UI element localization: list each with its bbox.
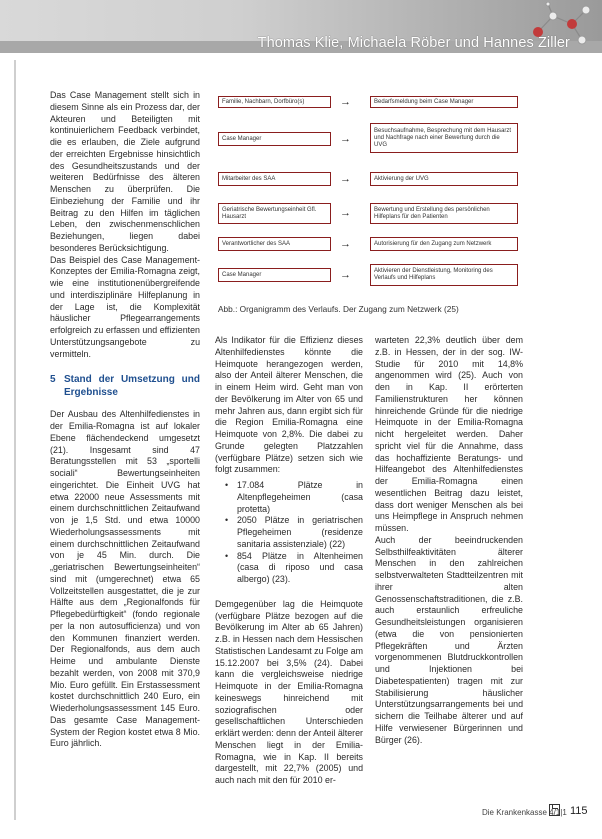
diagram-box-left: Geriatrische Bewertungseinheit Gfl. Hausarzt — [218, 203, 331, 224]
diagram-box-left: Case Manager — [218, 132, 331, 146]
arrow-right-icon: → — [340, 269, 351, 281]
header-authors: Thomas Klie, Michaela Röber und Hannes Ziller — [257, 35, 570, 51]
column-right — [375, 335, 523, 746]
paragraph: Als Indikator für die Effizienz dieses Altenhilfedienstes könnte die Heimquote herangezogen werden, also der Anteil älterer Menschen, die in einem Heim wird. Geht man von der Bevölkerung im Alter von 65 und mehr Jahren aus, dann ergibt sich für die Region Emilia-Romagna eine Heimquote von 2,8%. Die dabei zu Grunde gelegten Platzzahlen (verfügbare Plätze) setzen sich wie folgt zusammen: — [215, 335, 363, 475]
section-heading — [50, 374, 200, 399]
diagram-box-right: Aktivierung der UVG — [370, 172, 518, 186]
section-title: Stand der Umsetzung und Ergebnisse — [64, 374, 200, 398]
paragraph: Demgegenüber lag die Heimquote (verfügbare Plätze bezogen auf die Bevölkerung im Alter ab 65 Jahren) z.B. in Hessen nach dem Hessischen Statistischen Landesamt zu Folge am 15.12.2007 bei 3,5% (24). Dabei kann die vergleichsweise niedrige Heimquote in der Emilia-Romagna keineswegs hinreichend mit soziografischen oder gesellschaftlichen Unterschieden erklärt werden: denn der Anteil älterer Menschen liegt in der Emilia-Romagna, wie in Kap. II bereits dargestellt, mit 22,7% (2005) und auch nach mit den für 2010 er- — [215, 598, 363, 785]
diagram-box-right: Aktivieren der Dienstleistung, Monitoring des Verlaufs und Hilfeplans — [370, 264, 518, 286]
column-middle — [215, 335, 363, 787]
bullet-list — [215, 480, 363, 586]
organigram-diagram — [218, 90, 518, 295]
paragraph: Das Case Management stellt sich in diesem Sinne als ein Prozess dar, der Akteuren und Beteiligten mit kontinuierlichem Feedback verbindet, die es erlauben, die Ziele aufgrund der erreichten Ergebnisse hinsichtlich des Gesundheitszustands und der weiteren Bedürfnisse des älteren Menschen zu überprüfen. Die Einbeziehung der Familie und ihr Beitrag zu den Hilfen im täglichen Leben, den zwischenmenschlichen Beziehungen, liegen dabei besonderes Berücksichtigung. — [50, 90, 200, 253]
diagram-box-left: Mitarbeiter des SAA — [218, 172, 331, 186]
paragraph: warteten 22,3% deutlich über dem z.B. in Hessen, der in der sog. IW-Studie für 2010 mit 14,8% angenommen wird (25). Auch von den in Kap. II erörterten Familienstrukturen her können hinreichende Gründe für die niedrige Heimquote in der Emilia-Romagna nicht hergeleitet werden. Daher spricht viel für die Annahme, dass das hochaffiziente Beratungs- und Hilfeangebot des Altenhilfedienstes der Emilia-Romagna einen wesentlichen Beitrag dazu leistet, dass dort weniger Menschen als bei uns Heimpflege in Anspruch nehmen müssen. — [375, 335, 523, 533]
diagram-box-left: Case Manager — [218, 268, 331, 282]
list-item: • 17.084 Plätze in Altenpflegeheimen (casa protetta) — [215, 480, 363, 515]
arrow-right-icon: → — [340, 207, 351, 219]
paragraph: Der Ausbau des Altenhilfedienstes in der Emilia-Romagna ist auf lokaler Ebene flächendeckend umgesetzt (21). Insgesamt sind 47 Beratungsstellen mit 53 „sportelli sociali“ Bewertungseinheiten eingerichtet. Die Einheit UVG hat etwa 22000 neue Assessments mit einem durchschnittlichen Zeitaufwand von je 1,5 Std. und etwa 10000 Wiederholungsassessments mit einem durchschnittlichen Zeitaufwand von je 45 Min. durch. Die „geriatrischen Bewertungseinheiten“ sind mit (umgerechnet) etwa 65 Vollzeitstellen ausgestattet, die je zur Hälfte aus dem „Regionalfonds für Pflegebedürftigkeit“ (fondo regionale per la non autosufficienza) und von den Kommunen finanziert werden. Der Regionalfonds, aus dem auch Heime und ambulante Dienste bezahlt werden, von 2008 mit 370,9 Mio. Euro gefüllt. Ein Erstassessment kostet durchschnittlich 240 Euro, ein Wiederholungsassessment 145 Euro. Das gesamte Case Management-System der Region kostet etwa 8 Mio. Euro jährlich. — [50, 409, 200, 749]
diagram-box-right: Bewertung und Erstellung des persönlichen Hilfeplans für den Patienten — [370, 203, 518, 224]
page-number: 115 — [570, 805, 588, 817]
diagram-box-right: Besuchsaufnahme, Besprechung mit dem Hausarzt und Nachfrage nach einer Bewertung durch die UVG — [370, 123, 518, 153]
paragraph: Das Beispiel des Case Management-Konzeptes der Emilia-Romagna zeigt, wie eine institutionenübergreifende und interdisziplinäre Hilfeplanung in der Lage ist, die Komplexität häuslicher Pflegearrangements erfolgreich zu erfassen und effizienten Unterstützungsangebote zu vermitteln. — [50, 254, 200, 359]
paragraph: Auch der beeindruckenden Selbsthilfeaktivitäten älterer Menschen in den zahlreichen selbstverwalteten Stadtteilzentren mit ihrer alten Genossenschaftstraditionen, die z.B. auch erstaunlich erfreuliche Gesundheitsleistungen organisieren (etwa die von pensionierten Pflegekräften und Ärzten vorgenommenen Blutdruckkontrollen und Injektionen bei Diabetespatienten) tragen mit zur Stabilisierung häuslicher Unterstützungsarrangements bei und sichern die Teilhabe älterer und auf Hilfe verwiesener Bürgerinnen und Bürger (26). — [375, 534, 523, 745]
arrow-right-icon: → — [340, 238, 351, 250]
footer-journal: Die Krankenkasse 4/1|1 — [482, 808, 567, 817]
diagram-box-right: Autorisierung für den Zugang zum Netzwerk — [370, 237, 518, 251]
arrow-right-icon: → — [340, 133, 351, 145]
journal-logo-icon — [549, 804, 560, 816]
diagram-box-right: Bedarfsmeldung beim Case Manager — [370, 96, 518, 108]
diagram-box-left: Familie, Nachbarn, Dorfbüro(s) — [218, 96, 331, 108]
diagram-box-left: Verantwortlicher des SAA — [218, 237, 331, 251]
arrow-right-icon: → — [340, 96, 351, 108]
arrow-right-icon: → — [340, 173, 351, 185]
left-margin-rule — [14, 60, 16, 820]
list-item: • 2050 Plätze in geriatrischen Pflegeheimen (residenze sanitaria assistenziale) (22) — [215, 515, 363, 550]
figure-caption: Abb.: Organigramm des Verlaufs. Der Zugang zum Netzwerk (25) — [218, 304, 459, 314]
section-number: 5 — [50, 374, 56, 386]
column-left — [50, 90, 200, 750]
list-item: • 854 Plätze in Altenheimen (casa di riposo und casa albergo) (23). — [215, 551, 363, 586]
